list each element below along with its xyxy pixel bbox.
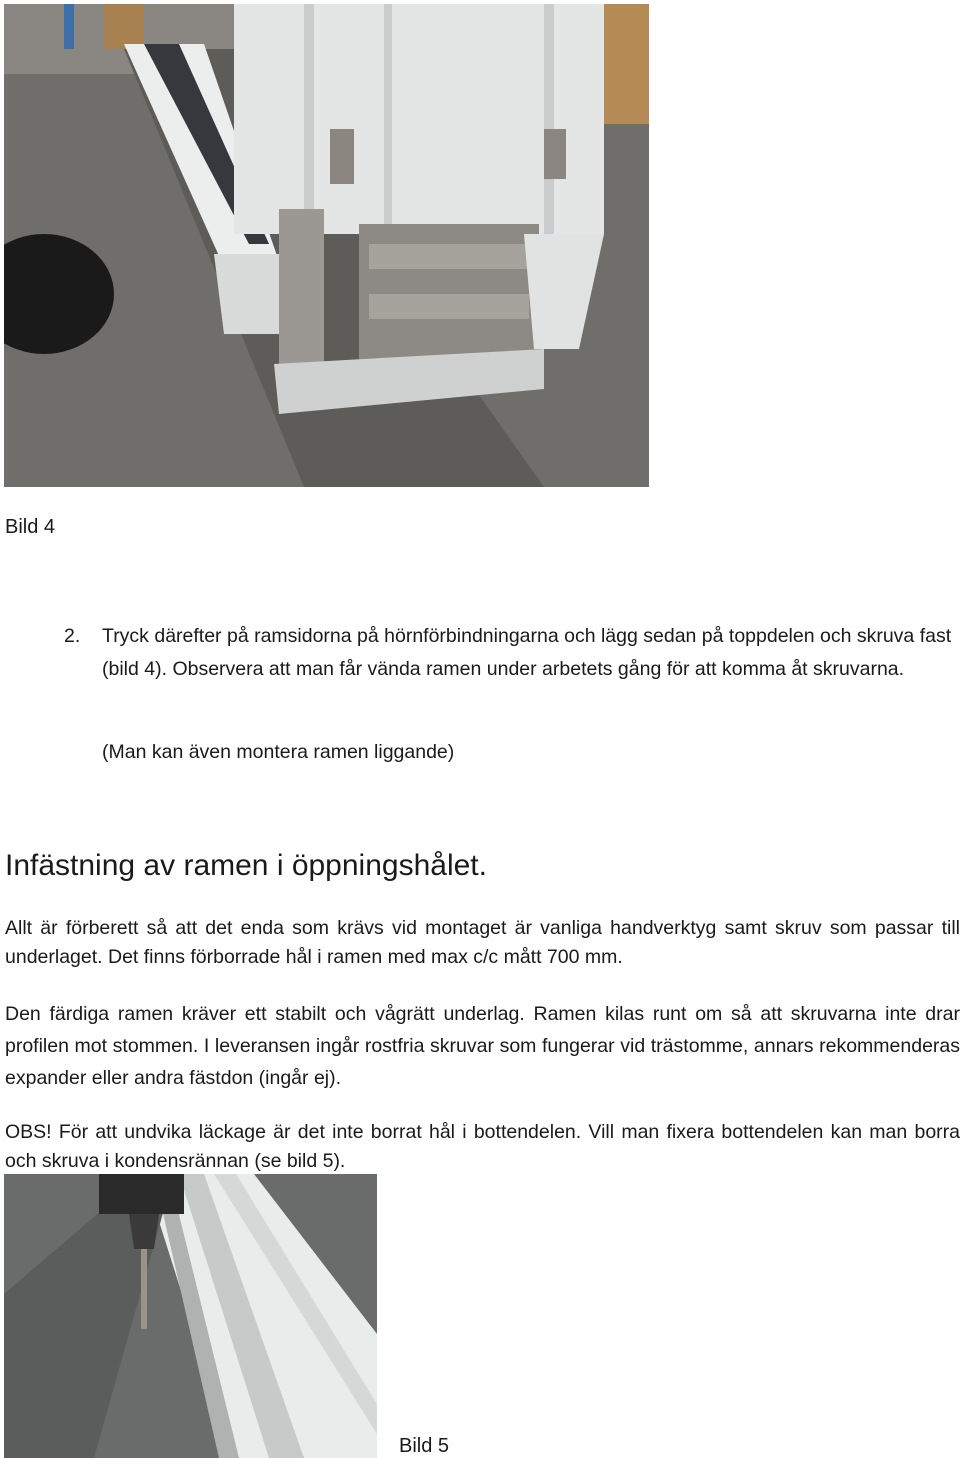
photo-bild-5 bbox=[4, 1174, 377, 1458]
figure-caption-bild-4: Bild 4 bbox=[5, 516, 56, 538]
figure-caption-bild-5: Bild 5 bbox=[399, 1435, 450, 1457]
step-number: 2. bbox=[64, 625, 81, 647]
drill-image bbox=[4, 1174, 377, 1458]
photo-bild-4 bbox=[4, 4, 649, 487]
frame-corner-image bbox=[4, 4, 649, 487]
paragraph-tools: Allt är förberett så att det enda som krävs vid montaget är vanliga handverktyg samt skruv som passar till underlaget. Det finns förborrade hål i ramen med max c/c mått 700 mm. bbox=[5, 917, 960, 968]
section-heading: Infästning av ramen i öppningshålet. bbox=[5, 849, 487, 882]
paragraph-mounting: Den färdiga ramen kräver ett stabilt och vågrätt underlag. Ramen kilas runt om så att skruvarna inte drar profilen mot stommen. I leveransen ingår rostfria skruvar som fungerar vid trästomme, annars rekommenderas expander eller andra fästdon (ingår ej). bbox=[5, 1003, 960, 1089]
paragraph-obs: OBS! För att undvika läckage är det inte borrat hål i bottendelen. Vill man fixera bottendelen kan man borra och skruva i kondensrännan (se bild 5). bbox=[5, 1121, 960, 1172]
step-note: (Man kan även montera ramen liggande) bbox=[102, 741, 455, 763]
step-text: Tryck därefter på ramsidorna på hörnförbindningarna och lägg sedan på toppdelen och skruva fast (bild 4). Observera att man får vända ramen under arbetets gång för att komma åt skruvarna. bbox=[102, 625, 952, 680]
